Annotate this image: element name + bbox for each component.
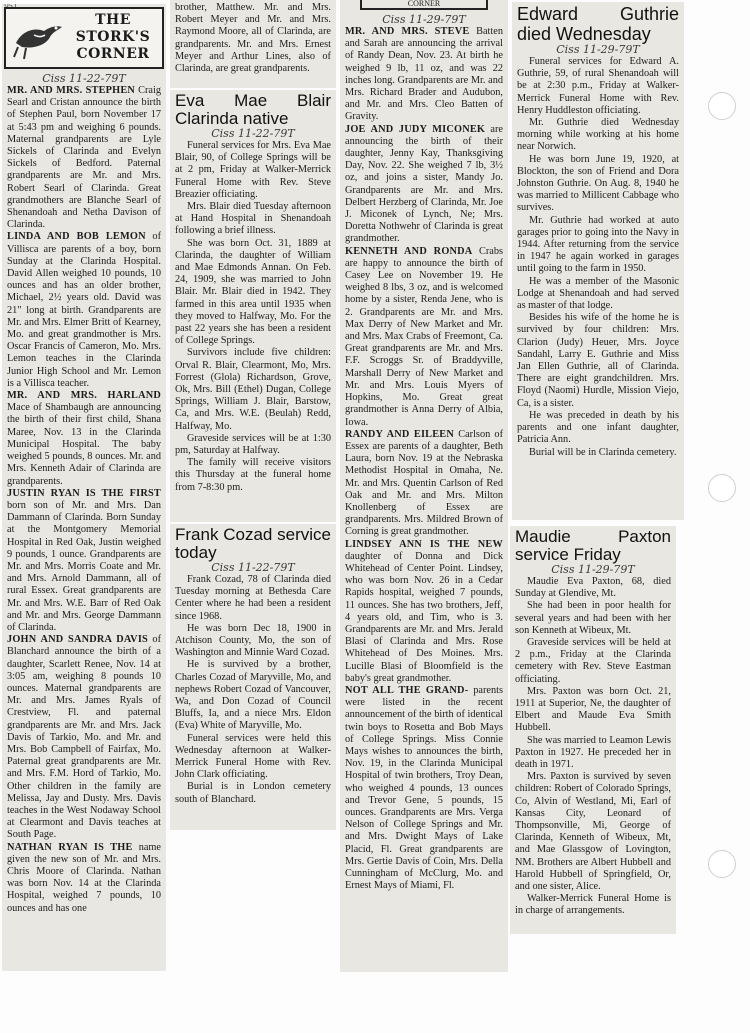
paragraph: The family will receive visitors this Thursday at the funeral home from 7-8:30 pm. <box>175 457 331 493</box>
birth-announcement: MR. AND MRS. STEPHEN Craig Searl and Cristan announce the birth of Stephen Paul, born November 17 at 5:43 pm and weighing 6 pounds. Maternal grandparents are Lyle Sickels of Clarinda and Evelyn Sickels of Bedford. Paternal grandparents are Mr. and Mrs. Robert Searl of Clarinda. Great grandmothers are Blanche Searl of Shenandoah and Netha Davison of Clarinda. <box>7 85 161 231</box>
paragraph: Mr. Guthrie had worked at auto garages prior to going into the Navy in 1944. After returning from the service in 1947 he again worked in garages until going to the farm in 1950. <box>517 214 679 275</box>
logo-title: THE STORK'S CORNER <box>75 12 151 62</box>
storks-corner-logo <box>4 7 164 69</box>
headline-paxton: Maudie Paxton service Friday <box>515 527 671 564</box>
column-body <box>2 71 166 917</box>
paragraph: Frank Cozad, 78 of Clarinda died Tuesday morning at Bethesda Care Center where he had been a resident since 1968. <box>175 574 331 622</box>
paragraph: Funeral services were held this Wednesday afternoon at Walker-Merrick Funeral Home with Rev. John Clark officiating. <box>175 732 331 781</box>
column-storks-corner-2 <box>340 0 508 972</box>
paragraph: Mr. Guthrie died Wednesday morning while working at his home near Norwich. <box>517 117 679 153</box>
stork-icon <box>12 17 64 61</box>
column-body <box>170 524 336 808</box>
date-stamp: Ciss 11-22-79T <box>211 561 295 574</box>
paragraph: She was born Oct. 31, 1889 at Clarinda, the daughter of William and Mae Edmonds Annan. On Feb. 24, 1909, she was married to John Blair. Mr. Blair died in 1942. They farmed in this area until 1935 when they moved to Halfway, Mo. For the past 22 years she has been a resident of College Springs. <box>175 237 331 347</box>
obituary-blair <box>170 90 336 522</box>
paragraph: Burial is in London cemetery south of Blanchard. <box>175 781 331 805</box>
column-body <box>512 2 684 461</box>
paragraph: He was preceded in death by his parents and one infant daughter, Patricia Ann. <box>517 409 679 446</box>
birth-announcement: KENNETH AND RONDA Crabs are happy to announce the birth of Casey Lee on November 19. He weighed 8 lbs, 3 oz, and is welcomed home by a sister, Renda Jene, who is 2. Grandparents are Mr. and Mrs. Max Derry of New Market and Mr. and Mrs. Max Crabs of Freemont, Ca. Great grandparents are Mr. and Mrs. F.F. Scroggs Sr. of Braddyville, Marshall Derry of New Market and Mr. and Mrs. Louis Myers of Hopkins, Mo. Great great grandmother is Anna Derry of Albia, Iowa. <box>345 245 503 428</box>
paragraph: He was born June 19, 1920, at Blockton, the son of Friend and Dora Johnston Guthrie. On Aug. 8, 1940 he was married to Millicent Cabbage who survives. <box>517 153 679 214</box>
header-fragment: CORNER <box>360 0 488 10</box>
paragraph: Besides his wife of the home he is survived by four children: Mrs. Clarion (Judy) Heuer, Mrs. Joyce Sandahl, Larry E. Guthrie and Miss Jan Ellen Guthrie, all of Clarinda. There are eight grandchildren. Mrs. Floyd (Naomi) Hurdle, Mission Viejo, Ca, is a sister. <box>517 312 679 409</box>
paragraph: Walker-Merrick Funeral Home is in charge of arrangements. <box>515 893 671 917</box>
birth-announcement: NOT ALL THE GRAND- parents were listed in the recent announcement of the birth of identical twin boys to Rosetta and Bob Mays of College Springs. Miss Connie Mays wishes to announces the birth, Nov. 19, in the Clarinda Municipal Hospital of twin brothers, Troy Dean, who weighed 4 pounds, 13 ounces and Trevor Gene, 5 pounds, 15 ounces. Grandparents are Mrs. Verga Nelson of College Springs and Mr. and Mrs. Dwight Mays of Lake Placid, Fl. Great grandparents are Mrs. Gertie Davis of Coin, Mrs. Della Cunningham of McClurg, Mo. and Ernest Mays of Miami, Fl. <box>345 684 503 892</box>
paragraph: He was a member of the Masonic Lodge at Shenandoah and had served as master of that lodge. <box>517 275 679 312</box>
paragraph: He is survived by a brother, Charles Cozad of Maryville, Mo, and nephews Robert Cozad of Vancouver, Wa, and Don Cozad of Council Bluffs, Ia, and a niece Mrs. Eldon (Eva) White of Maryville, Mo. <box>175 659 331 732</box>
birth-announcement: NATHAN RYAN IS THE name given the new son of Mr. and Mrs. Chris Moore of Clarinda. Nathan was born Nov. 14 at the Clarinda Hospital, weighed 7 pounds, 10 ounces and has one <box>7 841 161 914</box>
birth-announcement: LINDA AND BOB LEMON of Villisca are parents of a boy, born Sunday at the Clarinda Hospital. David Allen weighed 10 pounds, 10 ounces and has an older brother, Michael, 2½ years old. David was 21" long at birth. Grandparents are Mr. and Mrs. Elmer Britt of Kearney, Mo. and great grandmother is Mrs. Oscar Francis of Cameron, Mo. Mrs. Lemon teaches in the Clarinda Junior High School and Mr. Lemon is a Villisca teacher. <box>7 231 161 389</box>
obituary-guthrie <box>512 2 684 520</box>
headline-cozad: Frank Cozad service today <box>175 525 331 562</box>
punch-hole <box>708 850 736 878</box>
date-stamp: Ciss 11-29-79T <box>382 13 466 26</box>
paragraph: Funeral services for Edward A. Guthrie, 59, of rural Shenandoah will be at 2:30 p.m., Friday at Walker-Merrick Funeral Home with Rev. Henry Huddleston officiating. <box>517 56 679 116</box>
paragraph: Graveside services will be held at 2 p.m., Friday at the Clarinda cemetery with Rev. Steve Eastman officiating. <box>515 637 671 685</box>
date-stamp: Ciss 11-22-79T <box>211 127 295 140</box>
paragraph: Maudie Eva Paxton, 68, died Sunday at Glendive, Mt. <box>515 576 671 600</box>
birth-announcement: JOE AND JUDY MICONEK are announcing the birth of their daughter, Jenny Kay, Thanksgiving Day, Nov. 22. She weighed 7 lb, 3½ oz, and joins a sister, Mandy Jo. Grandparents are Mr. and Mrs. Delbert Herzberg of Clarinda, Mr. Joe J. Miconek of Lynch, Ne; Mrs. Doretta Nothwehr of Clarinda is great grandmother. <box>345 123 503 245</box>
paragraph: Burial will be in Clarinda cemetery. <box>529 446 677 458</box>
birth-announcement: MR. AND MRS. STEVE Batten and Sarah are announcing the arrival of Randy Dean, Nov. 23. At birth he weighed 9 lb, 11 oz, and was 22 inches long. Grandparents are Mr. and Mrs. Richard Brader and Audubon, and Mr. and Mrs. Cleo Batten of Gravity. <box>345 26 503 123</box>
column-body <box>170 90 336 496</box>
birth-announcement: MR. AND MRS. HARLAND Mace of Shambaugh are announcing the birth of their first child, Shana Maree, Nov. 13 in the Clarinda Municipal Hospital. The baby weighed 5 pounds, 8 ounces. Mr. and Mrs. Kenneth Adair of Clarinda are grandparents. <box>7 390 161 487</box>
punch-hole <box>708 92 736 120</box>
birth-announcement: RANDY AND EILEEN Carlson of Essex are parents of a daughter, Beth Laura, born Nov. 19 at the Nebraska Methodist Hospital in Omaha, Ne. Mr. and Mrs. Quentin Carlson of Red Oak and Mr. and Mrs. Milton Knollenberg of Essex are grandparents. Mrs. Mildred Brown of Corning is great grandmother. <box>345 428 503 538</box>
paragraph: Survivors include five children: Orval R. Blair, Clearmont, Mo, Mrs. Forrest (Glola) Richardson, Grove, Ok, Mrs. Bill (Ethel) Dugan, College Springs, William J. Blair, Barstow, Ca, and Mrs. W.E. (Beulah) Redd, Halfway, Mo. <box>175 347 331 432</box>
obituary-cozad <box>170 524 336 830</box>
paragraph: Mrs. Paxton was born Oct. 21, 1911 at Superior, Ne, the daughter of Elbert and Maude Eva Smith Hubbell. <box>515 685 671 734</box>
paragraph: Funeral services for Mrs. Eva Mae Blair, 90, of College Springs will be at 2 pm, Friday at Walker-Merrick Funeral Home with Rev. Steve Breazier officiating. <box>175 140 331 200</box>
date-stamp: Ciss 11-22-79T <box>42 72 126 85</box>
paragraph: She had been in poor health for several years and had been with her son Kenneth at Wibeux, Mt. <box>515 600 671 636</box>
date-stamp: Ciss 11-29-79T <box>551 563 635 576</box>
column-storks-corner <box>2 4 166 971</box>
column-body <box>340 12 508 894</box>
column-continuation <box>170 0 336 88</box>
paragraph: He was born Dec 18, 1900 in Atchison County, Mo, the son of Washington and Minnie Ward Cozad. <box>175 622 331 659</box>
date-stamp: Ciss 11-29-79T <box>556 43 640 56</box>
paragraph: Mrs. Blair died Tuesday afternoon at Hand Hospital in Shenandoah following a brief illness. <box>175 201 331 237</box>
birth-announcement: LINDSEY ANN IS THE NEW daughter of Donna and Dick Whitehead of Center Point. Lindsey, who was born Nov. 26 in a Cedar Rapids hospital, weighed 7 pounds, 11 ounces. She has two brothers, Jeff, 4 years old, and Tim, who is 3. Grandparents are Mr. and Mrs. Jerald Blasi of Clarinda and Mrs. Rose Whitehead of Des Moines. Mrs. Lucille Blasi of Bloomfield is the baby's great grandmother. <box>345 538 503 684</box>
birth-announcement: JUSTIN RYAN IS THE FIRST born son of Mr. and Mrs. Dan Dammann of Clarinda. Born Sunday at the Montgomery Memorial Hospital in Red Oak, Justin weighed 9 pounds, 1 ounce. Grandparents are Mr. and Mrs. Morris Coate and Mr. and Mrs. Arnold Dammann, all of rural Essex. Great grandparents are Mr. and Mrs. W.E. Barr of Red Oak and Mr. and Mrs. George Dammann of Clarinda. <box>7 487 161 633</box>
paragraph: She was married to Leamon Lewis Paxton in 1927. He preceded her in death in 1971. <box>515 734 671 771</box>
column-body <box>510 526 676 920</box>
continuation-text: brother, Matthew. Mr. and Mrs. Robert Meyer and Mr. and Mrs. Raymond Moore, all of Clarinda, are grandparents. Mr. and Mrs. Ernest Meyer and Arthur Lines, also of Clarinda, are great grandparents. <box>175 2 331 75</box>
punch-hole <box>708 474 736 502</box>
headline-guthrie: Edward Guthrie died Wednesday <box>517 4 679 44</box>
headline-blair: Eva Mae Blair Clarinda native <box>175 91 331 128</box>
obituary-paxton <box>510 526 676 934</box>
paragraph: Mrs. Paxton is survived by seven children: Robert of Colorado Springs, Co, Alvin of Westland, Mi, Earl of Kansas City, Leonard of Thompsonville, Mi, George of Clarinda, Kenneth of Wibeux, Mt, and Mae Glassgow of Lovington, NM. Brothers are Albert Hubbell and Harold Hubbell of Springfield, Or, and one sister, Alice. <box>515 771 671 893</box>
birth-announcement: JOHN AND SANDRA DAVIS of Blanchard announce the birth of a daughter, Scarlett Renee, Nov. 14 at 3:05 am, weighing 8 pounds 10 ounces. Maternal grandparents are Mr. and Mrs. James Ryals of Crestview, Fl. and paternal grandparents are Mr. and Mrs. Jack Davis of Tarkio, Mo. and Mr. and Mrs. Bob Campbell of Fairfax, Mo. Paternal great grandparents are Mr. and Mrs. F.M. Hord of Tarkio, Mo. Other children in the family are Melissa, Jay and Dusty. Mrs. Davis teaches in the West Nodaway School at Clearmont and Davis teaches at South Page. <box>7 634 161 841</box>
paragraph: Graveside services will be at 1:30 pm, Saturday at Halfway. <box>175 432 331 457</box>
